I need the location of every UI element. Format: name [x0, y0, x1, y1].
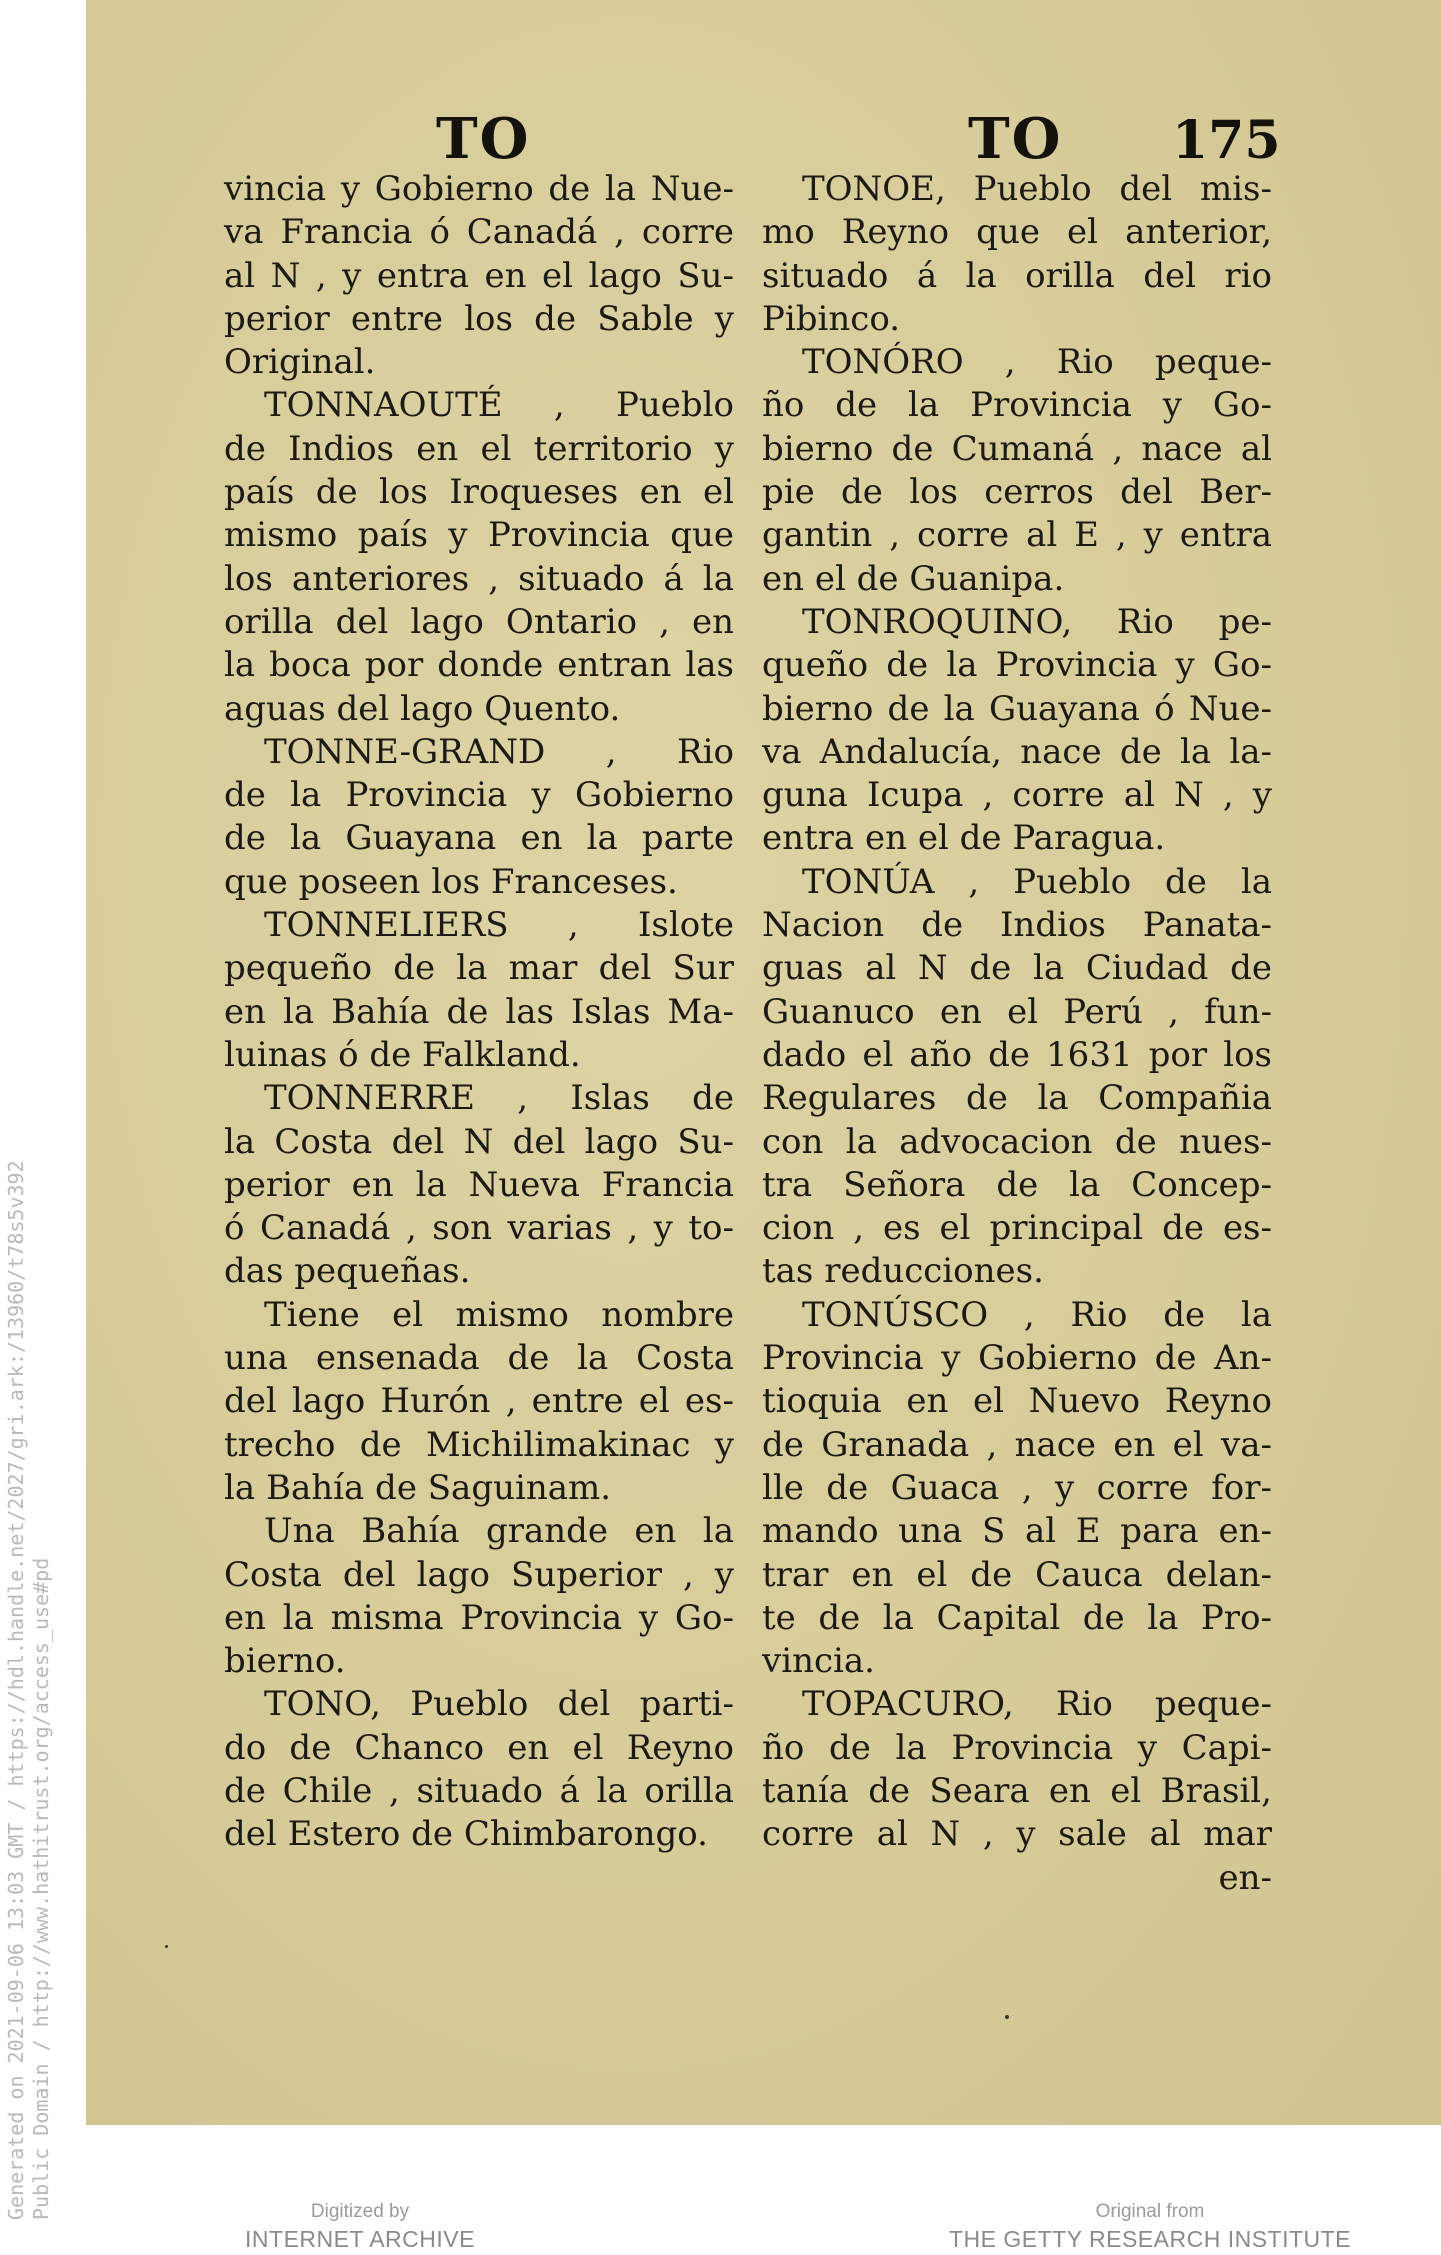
text-line: en- [1218, 1857, 1272, 1898]
text-line: de Chile , situado á la orilla [224, 1770, 734, 1811]
text-line: Original. [224, 342, 376, 383]
text-line: TONNE-GRAND , Rio [264, 731, 734, 772]
text-line: perior en la Nueva Francia [224, 1164, 734, 1205]
text-line: la Bahía de Saguinam. [224, 1467, 612, 1508]
text-line: vincia y Gobierno de la Nue- [224, 169, 734, 209]
text-line: va Andalucía, nace de la la- [762, 731, 1272, 772]
text-line: en el de Guanipa. [762, 558, 1065, 599]
text-line: va Francia ó Canadá , corre [224, 212, 734, 253]
text-line: de la Provincia y Gobierno [224, 775, 734, 816]
running-head-right: TO [968, 106, 1063, 172]
text-line: queño de la Provincia y Go- [762, 645, 1272, 686]
text-line: mando una S al E para en- [762, 1511, 1272, 1552]
text-line: los anteriores , situado á la [224, 558, 734, 599]
text-line: Provincia y Gobierno de An- [762, 1338, 1272, 1379]
text-line: la Costa del N del lago Su- [224, 1121, 734, 1162]
page-number: 175 [1172, 110, 1281, 171]
digitized-by-label: Digitized by [310, 2201, 410, 2222]
text-line: una ensenada de la Costa [224, 1338, 734, 1379]
text-line: de la Guayana en la parte [224, 818, 734, 859]
text-line: bierno. [224, 1641, 346, 1682]
text-line: guna Icupa , corre al N , y [762, 775, 1272, 816]
text-line: tra Señora de la Concep- [762, 1164, 1272, 1205]
text-line: guas al N de la Ciudad de [762, 948, 1272, 989]
text-line: orilla del lago Ontario , en [224, 601, 734, 642]
text-line: ó Canadá , son varias , y to- [224, 1208, 734, 1249]
text-line: TONOE, Pueblo del mis- [802, 169, 1272, 209]
text-line: TONÓRO , Rio peque- [802, 342, 1272, 383]
digitized-by-credit [200, 2200, 520, 2254]
text-line: vincia. [762, 1641, 875, 1682]
text-line: ño de la Provincia y Capi- [762, 1727, 1272, 1768]
text-line: perior entre los de Sable y [224, 298, 734, 339]
text-line: de Indios en el territorio y [224, 428, 734, 469]
text-line: trecho de Michilimakinac y [224, 1424, 734, 1465]
text-line: pie de los cerros del Ber- [762, 472, 1272, 513]
text-line: das pequeñas. [224, 1251, 471, 1292]
text-line: cion , es el principal de es- [762, 1208, 1272, 1249]
text-line: Guanuco en el Perú , fun- [762, 991, 1272, 1032]
text-line: al N , y entra en el lago Su- [224, 255, 734, 296]
text-line: do de Chanco en el Reyno [224, 1727, 734, 1768]
running-head-left: TO [436, 106, 531, 172]
getty-institute-label: THE GETTY RESEARCH INSTITUTE [948, 2226, 1352, 2252]
text-line: Tiene el mismo nombre [264, 1294, 734, 1335]
text-line: país de los Iroqueses en el [224, 472, 734, 513]
text-line: TOPACURO, Rio peque- [802, 1684, 1272, 1725]
text-line: Una Bahía grande en la [264, 1511, 734, 1552]
text-line: bierno de la Guayana ó Nue- [762, 688, 1272, 729]
text-line: TONNERRE , Islas de [264, 1078, 734, 1119]
text-line: dado el año de 1631 por los [762, 1034, 1272, 1075]
text-line: en la misma Provincia y Go- [224, 1597, 734, 1638]
text-line: TONNELIERS , Islote [264, 905, 734, 946]
text-line: tioquia en el Nuevo Reyno [762, 1381, 1272, 1422]
text-line: con la advocacion de nues- [762, 1121, 1272, 1162]
text-line: tanía de Seara en el Brasil, [762, 1770, 1272, 1811]
internet-archive-label: INTERNET ARCHIVE [245, 2226, 475, 2252]
text-line: de Granada , nace en el va- [762, 1424, 1272, 1465]
text-line: TONROQUINO, Rio pe- [802, 601, 1272, 642]
text-line: TONNAOUTÉ , Pueblo [264, 385, 734, 426]
text-line: te de la Capital de la Pro- [762, 1597, 1272, 1638]
text-line: TONÚA , Pueblo de la [802, 861, 1272, 902]
text-line: pequeño de la mar del Sur [224, 948, 734, 989]
text-line: corre al N , y sale al mar [762, 1814, 1272, 1855]
text-line: luinas ó de Falkland. [224, 1034, 581, 1075]
text-line: TONÚSCO , Rio de la [802, 1294, 1272, 1335]
text-line: Costa del lago Superior , y [224, 1554, 734, 1595]
original-from-label: Original from [1095, 2201, 1205, 2222]
margin-note-text [4, 1160, 54, 2220]
text-line: en la Bahía de las Islas Ma- [224, 991, 734, 1032]
original-from-credit [860, 2200, 1440, 2254]
margin-note-line-2: Public Domain / http://www.hathitrust.org/access_use#pd [29, 1557, 53, 2220]
text-line: lle de Guaca , y corre for- [762, 1467, 1272, 1508]
text-line: aguas del lago Quento. [224, 688, 621, 729]
left-column [224, 168, 734, 1857]
text-line: la boca por donde entran las [224, 645, 734, 686]
text-line: gantin , corre al E , y entra [762, 515, 1272, 556]
text-line: mo Reyno que el anterior, [762, 212, 1272, 253]
text-line: trar en el de Cauca delan- [762, 1554, 1272, 1595]
right-column [762, 168, 1272, 1900]
margin-note-line-1: Generated on 2021-09-06 13:03 GMT / https://hdl.handle.net/2027/gri.ark:/13960/t78s5v392 [4, 1160, 28, 2220]
text-line: que poseen los Franceses. [224, 861, 678, 902]
text-line: del lago Hurón , entre el es- [224, 1381, 734, 1422]
hathitrust-margin-note [4, 1100, 64, 2220]
text-line: Pibinco. [762, 298, 901, 339]
text-line: ño de la Provincia y Go- [762, 385, 1272, 426]
text-line: situado á la orilla del rio [762, 255, 1272, 296]
ink-speck [1005, 2015, 1009, 2019]
text-line: bierno de Cumaná , nace al [762, 428, 1272, 469]
text-line: entra en el de Paragua. [762, 818, 1166, 859]
text-line: mismo país y Provincia que [224, 515, 734, 556]
text-line: TONO, Pueblo del parti- [264, 1684, 734, 1725]
text-line: del Estero de Chimbarongo. [224, 1814, 708, 1855]
text-line: Nacion de Indios Panata- [762, 905, 1272, 946]
text-line: tas reducciones. [762, 1251, 1044, 1292]
ink-speck [165, 1945, 168, 1948]
text-line: Regulares de la Compañia [762, 1078, 1272, 1119]
